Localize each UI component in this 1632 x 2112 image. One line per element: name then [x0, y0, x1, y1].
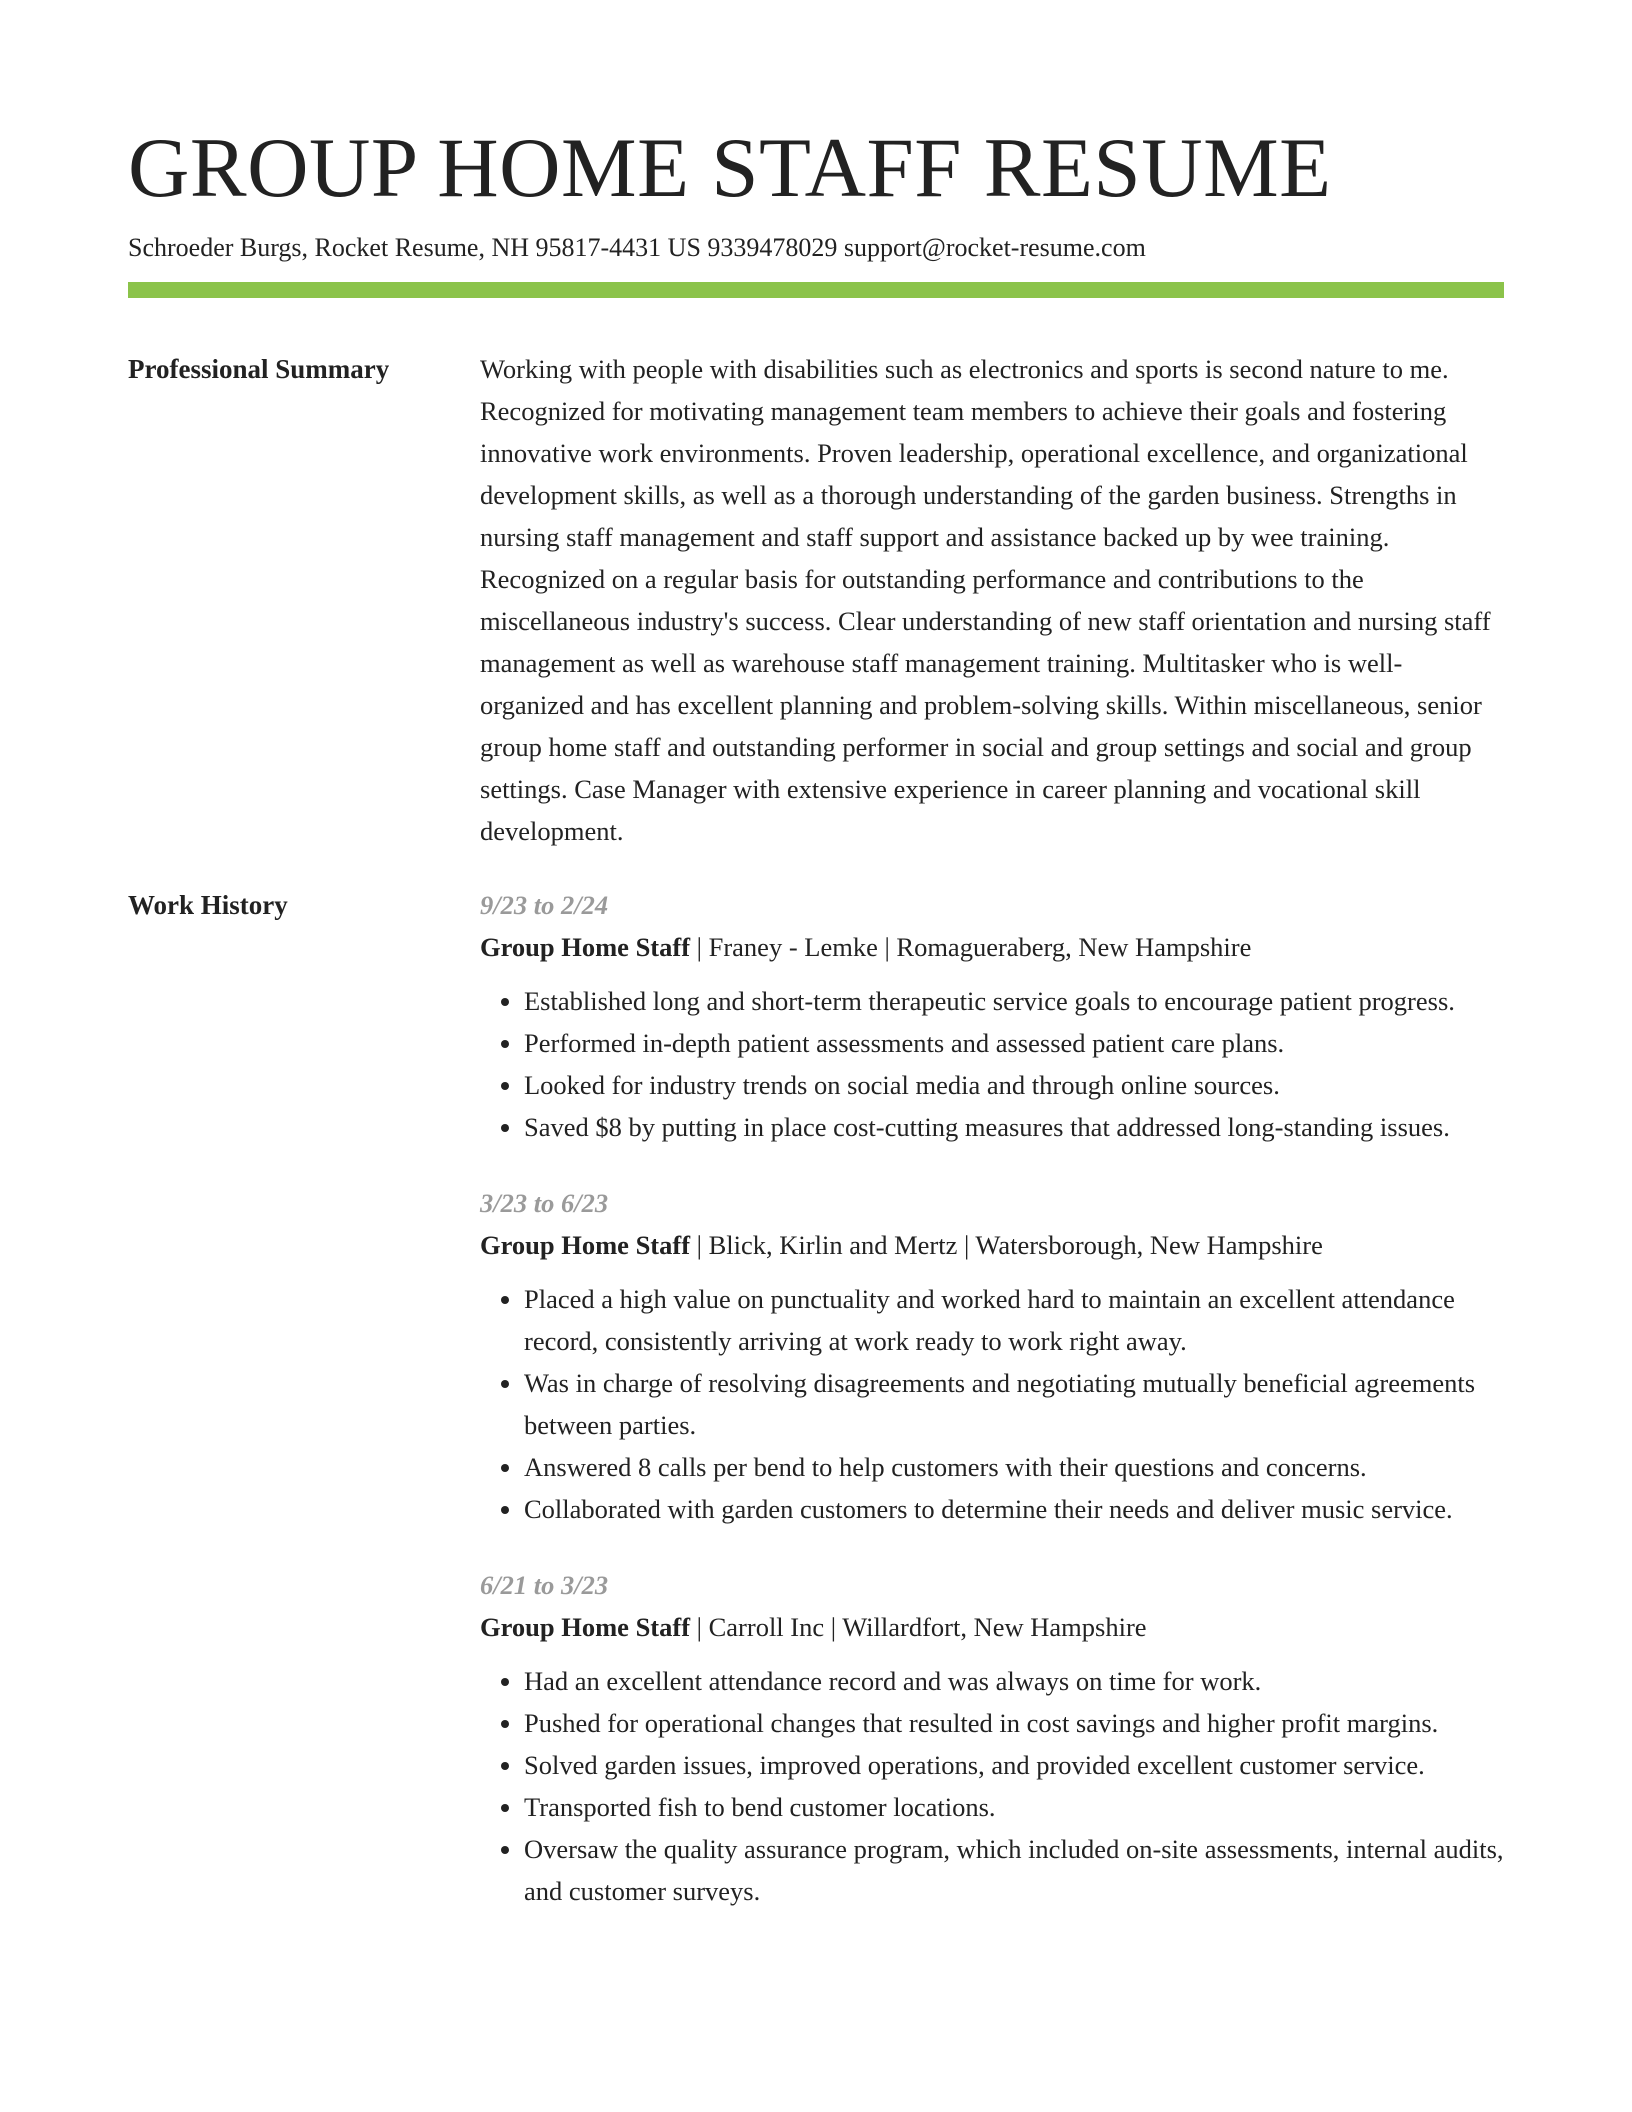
work-body	[480, 884, 1504, 1946]
job-bullet: • Answered 8 calls per bend to help customers with their questions and concerns.	[524, 1446, 1504, 1488]
job-dates: 9/23 to 2/24	[480, 890, 609, 920]
summary-text: Working with people with disabilities such as electronics and sports is second nature to me. Recognized for motivating management team members to achieve their goals and fostering innovative work environments. Proven leadership, operational excellence, and organizational development skills, as well as a thorough understanding of the garden business. Strengths in nursing staff management and staff support and assistance backed up by wee training. Recognized on a regular basis for outstanding performance and contributions to the miscellaneous industry's success. Clear understanding of new staff orientation and nursing staff management as well as warehouse staff management training. Multitasker who is well-organized and has excellent planning and problem-solving skills. Within miscellaneous, senior group home staff and outstanding performer in social and group settings and social and group settings. Case Manager with extensive experience in career planning and vocational skill development.	[480, 354, 1491, 846]
accent-divider	[128, 282, 1504, 298]
job-dates: 6/21 to 3/23	[480, 1570, 609, 1600]
summary-body	[480, 348, 1504, 852]
contact-line: Schroeder Burgs, Rocket Resume, NH 95817-4431 US 9339478029 support@rocket-resume.com	[128, 233, 1146, 262]
job-bullet: • Placed a high value on punctuality and worked hard to maintain an excellent attendance record, consistently arriving at work ready to work right away.	[524, 1278, 1504, 1362]
job-dates: 3/23 to 6/23	[480, 1188, 609, 1218]
job-bullet: • Was in charge of resolving disagreements and negotiating mutually beneficial agreements between parties.	[524, 1362, 1504, 1446]
job-bullet: • Transported fish to bend customer locations.	[524, 1786, 1504, 1828]
job-heading	[480, 1224, 1504, 1266]
resume-page	[128, 118, 1504, 1946]
job-title: Group Home Staff	[480, 1230, 691, 1260]
job-details: | Franey - Lemke | Romagueraberg, New Hampshire	[690, 932, 1252, 962]
job-details: | Blick, Kirlin and Mertz | Watersborough, New Hampshire	[690, 1230, 1323, 1260]
work-history-section	[128, 884, 1504, 1946]
job-entry	[480, 1564, 1504, 1912]
job-bullets	[480, 1278, 1504, 1530]
job-heading	[480, 1606, 1504, 1648]
job-bullet: • Established long and short-term therapeutic service goals to encourage patient progress.	[524, 980, 1504, 1022]
section-label-work: Work History	[128, 890, 288, 920]
job-bullet: • Saved $8 by putting in place cost-cutting measures that addressed long-standing issues.	[524, 1106, 1504, 1148]
professional-summary-section	[128, 348, 1504, 852]
job-bullet: • Oversaw the quality assurance program, which included on-site assessments, internal audits, and customer surveys.	[524, 1828, 1504, 1912]
job-entry	[480, 884, 1504, 1148]
resume-title: GROUP HOME STAFF RESUME	[128, 121, 1332, 215]
job-heading	[480, 926, 1504, 968]
job-bullets	[480, 1660, 1504, 1912]
job-bullet: • Solved garden issues, improved operations, and provided excellent customer service.	[524, 1744, 1504, 1786]
job-bullet: • Collaborated with garden customers to determine their needs and deliver music service.	[524, 1488, 1504, 1530]
job-title: Group Home Staff	[480, 1612, 691, 1642]
job-bullet: • Looked for industry trends on social media and through online sources.	[524, 1064, 1504, 1106]
job-details: | Carroll Inc | Willardfort, New Hampshire	[690, 1612, 1147, 1642]
job-entry	[480, 1182, 1504, 1530]
job-bullet: • Pushed for operational changes that resulted in cost savings and higher profit margins.	[524, 1702, 1504, 1744]
job-bullet: • Had an excellent attendance record and was always on time for work.	[524, 1660, 1504, 1702]
job-title: Group Home Staff	[480, 932, 691, 962]
section-label-summary: Professional Summary	[128, 354, 390, 384]
job-bullet: • Performed in-depth patient assessments and assessed patient care plans.	[524, 1022, 1504, 1064]
job-bullets	[480, 980, 1504, 1148]
